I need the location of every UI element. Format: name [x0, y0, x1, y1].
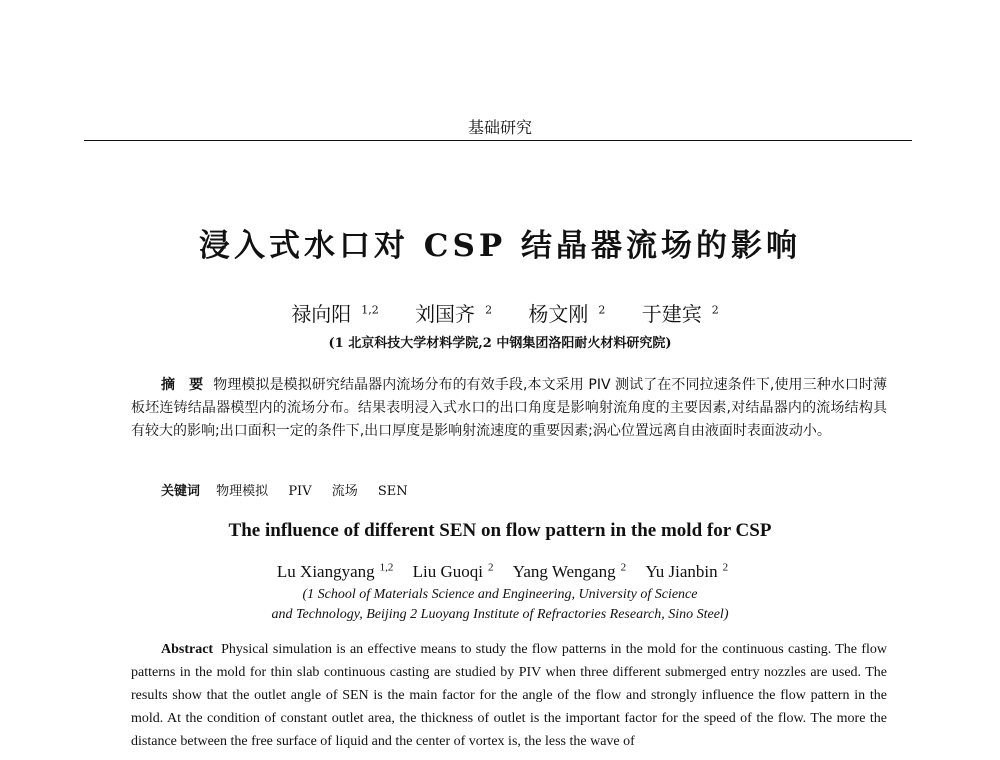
- chinese-abstract: [131, 374, 887, 443]
- keywords-label: 关键词: [161, 484, 201, 499]
- keyword: 物理模拟: [216, 484, 269, 499]
- author: Yu Jianbin $^2$: [645, 561, 729, 581]
- affiliation-line: (1 School of Materials Science and Engineering, University of Science: [302, 587, 698, 602]
- keyword: 流场: [331, 484, 358, 499]
- english-authors: [0, 561, 1000, 582]
- author: 杨文刚 $^2$: [528, 302, 606, 326]
- author: 禄向阳 $^{1,2}$: [291, 302, 379, 326]
- author: 刘国齐 $^2$: [415, 302, 493, 326]
- header-rule: [84, 140, 912, 141]
- author: 于建宾 $^2$: [641, 302, 719, 326]
- author: Lu Xiangyang $^{1,2}$: [276, 561, 394, 581]
- keyword: SEN: [377, 484, 408, 499]
- abstract-label: 摘 要: [161, 377, 204, 393]
- chinese-affiliation: (1 北京科技大学材料学院,2 中钢集团洛阳耐火材料研究院): [328, 336, 672, 351]
- chinese-authors: [0, 298, 1000, 327]
- running-head: 基础研究: [467, 118, 532, 137]
- abstract-text: 物理模拟是模拟研究结晶器内流场分布的有效手段,本文采用 PIV 测试了在不同拉速条件下,使用三种水口时薄板坯连铸结晶器模型内的流场分布。结果表明浸入式水口的出口角度是影响射流角度的主要因素,对结晶器内的流场结构具有较大的影响;出口面积一定的条件下,出口厚度是影响射流速度的重要因素;涡心位置远离自由液面时表面波动小。: [131, 377, 888, 439]
- author: Yang Wengang $^2$: [512, 561, 627, 581]
- affiliation-line: and Technology, Beijing 2 Luoyang Institute of Refractories Research, Sino Steel): [271, 607, 729, 622]
- author: Liu Guoqi $^2$: [412, 561, 494, 581]
- english-affiliation: [0, 585, 1000, 625]
- english-title: The influence of different SEN on flow pattern in the mold for CSP: [228, 520, 772, 541]
- english-abstract: [131, 638, 887, 753]
- abstract-label: Abstract: [161, 642, 214, 657]
- chinese-title: 浸入式水口对 CSP 结晶器流场的影响: [199, 228, 801, 264]
- abstract-text: Physical simulation is an effective means to study the flow patterns in the mold for the continuous casting. The flow patterns in the mold for thin slab continuous casting are studied by PIV when three different submerged entry nozzles are used. The results show that the outlet angle of SEN is the main factor for the angle of the flow and strongly influence the flow pattern in the mold. At the condition of constant outlet area, the thickness of outlet is the important factor for the speed of the flow. The more the distance between the free surface of liquid and the center of vortex is, the less the wave of: [131, 642, 887, 749]
- chinese-keywords: [161, 480, 887, 499]
- keyword: PIV: [288, 484, 312, 499]
